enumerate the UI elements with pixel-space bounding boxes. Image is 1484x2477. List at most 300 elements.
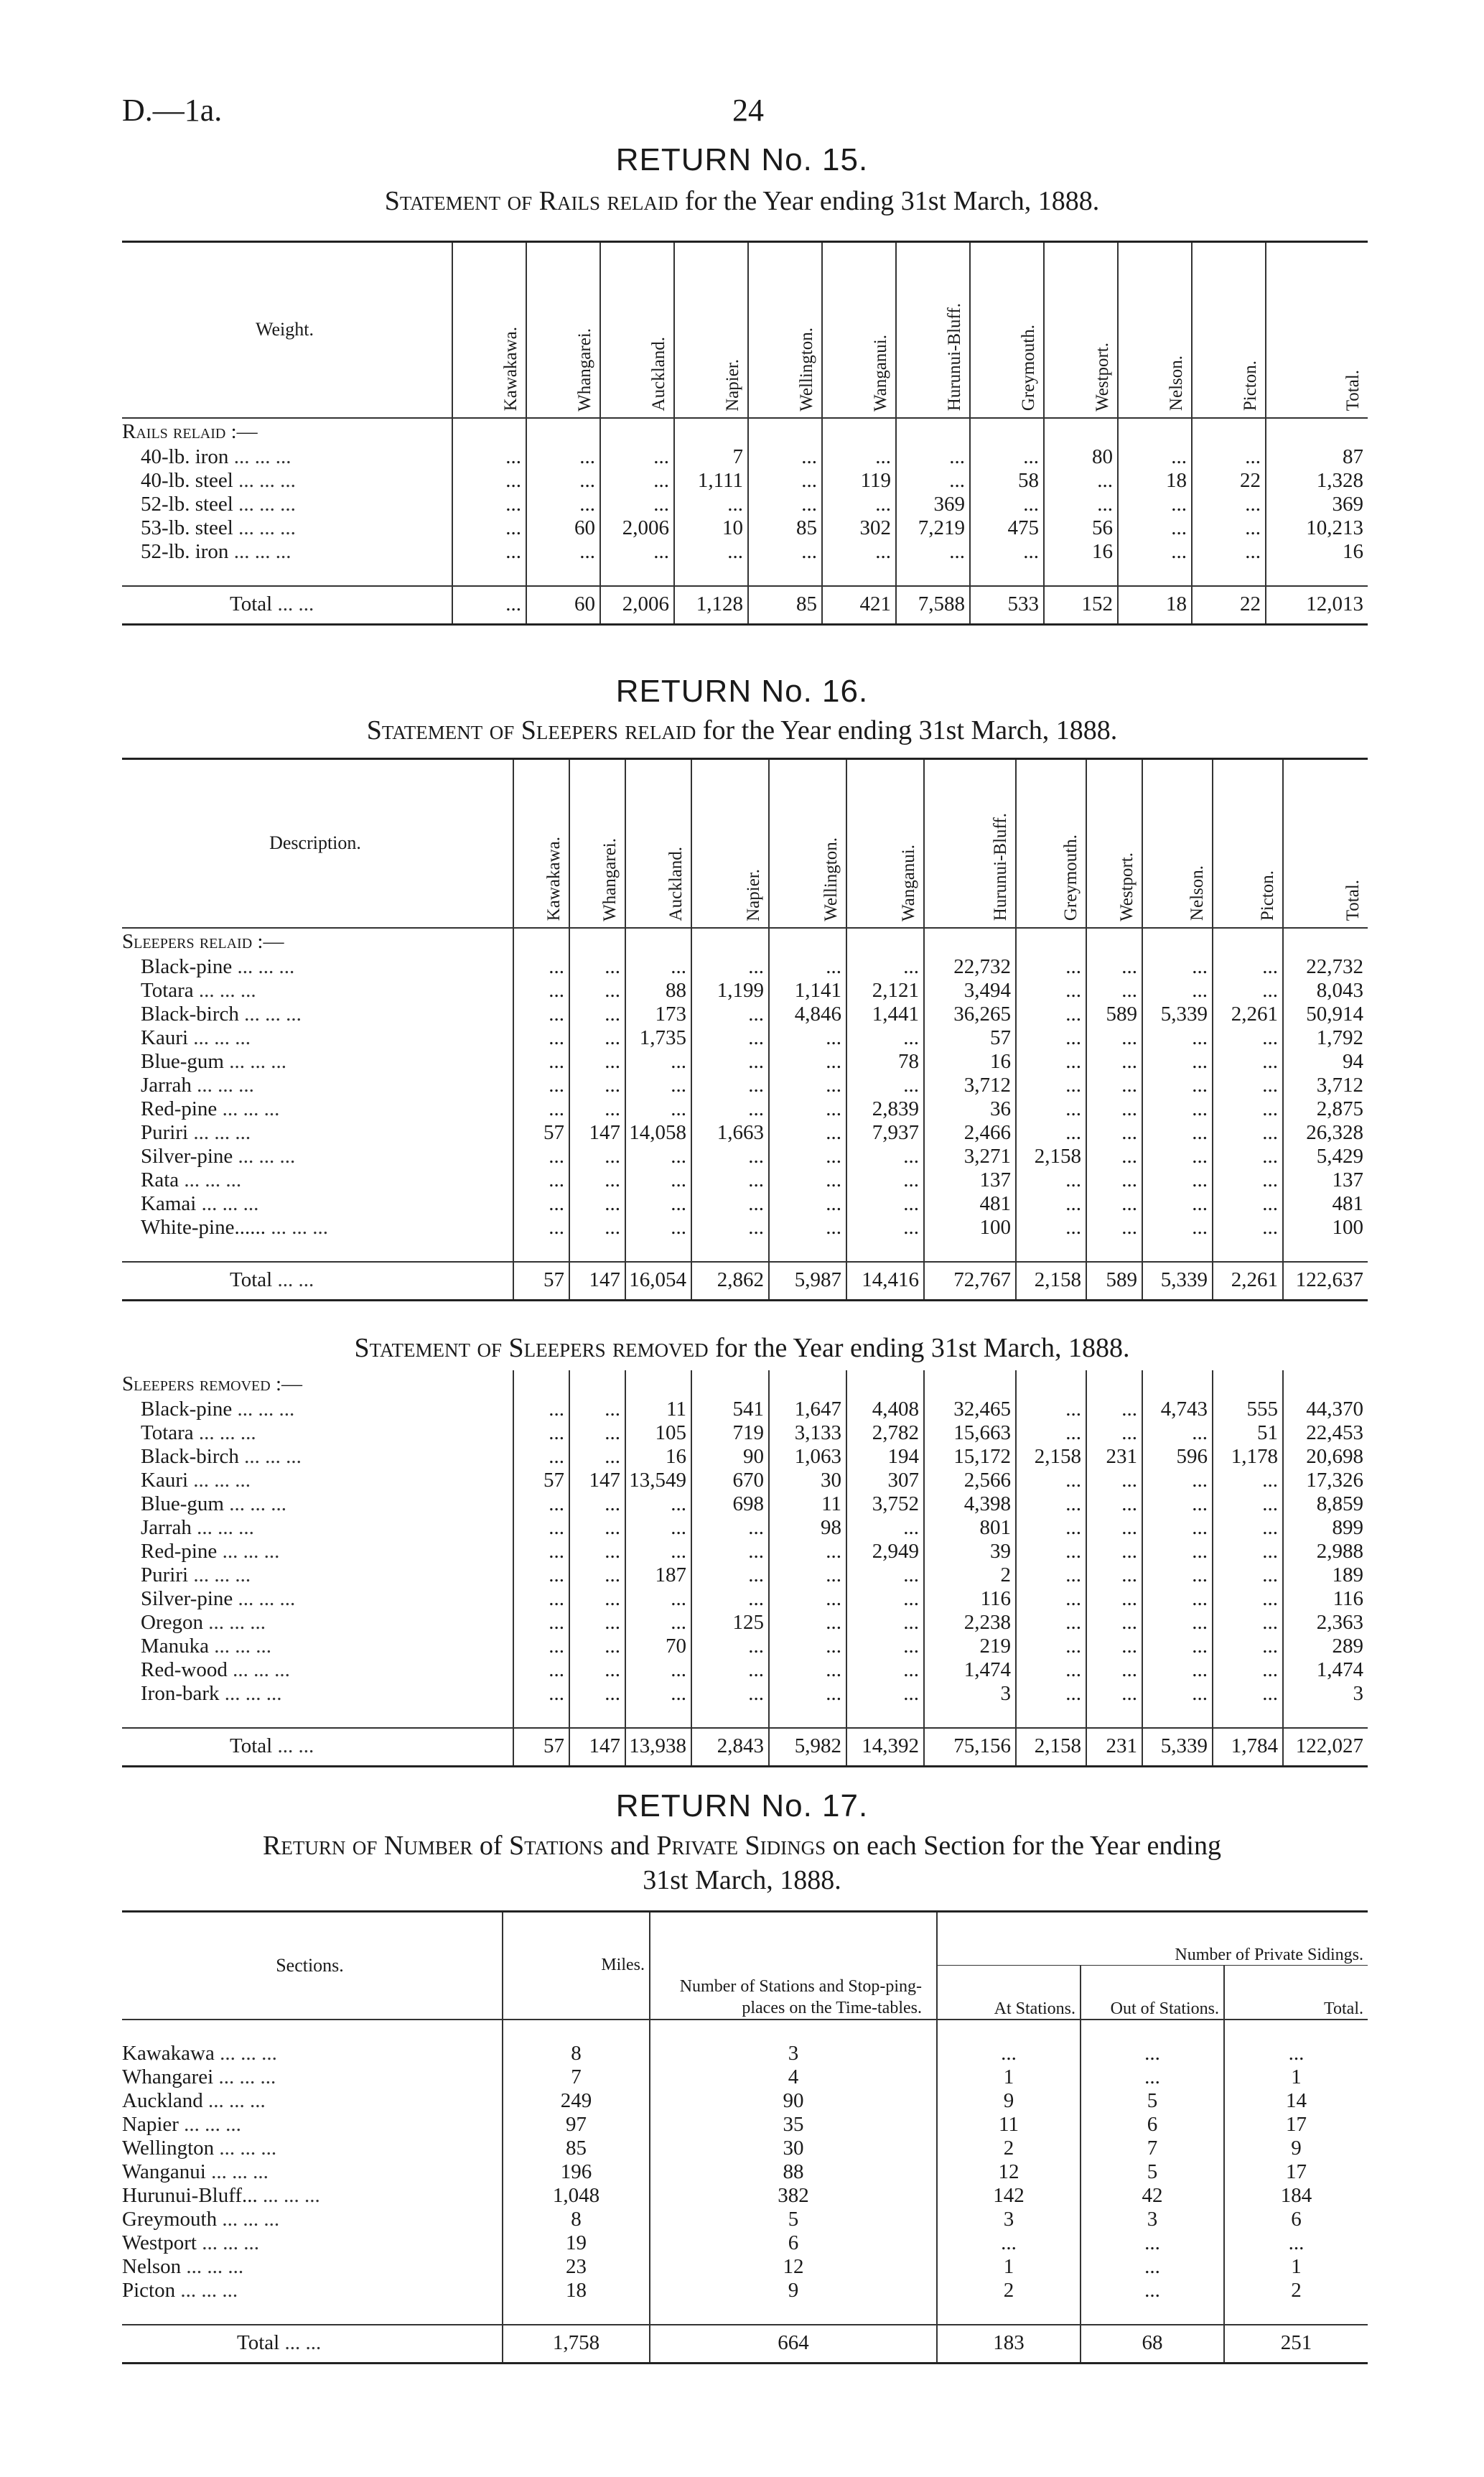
cell: ... xyxy=(1016,1611,1086,1635)
out-stations-cell: 6 xyxy=(1081,2113,1224,2137)
cell: ... xyxy=(691,1074,769,1097)
cell: ... xyxy=(822,445,896,469)
cell: ... xyxy=(1213,1145,1283,1168)
cell: ... xyxy=(1142,1074,1213,1097)
cell: ... xyxy=(1016,1003,1086,1026)
cell xyxy=(1086,1240,1142,1262)
cell: ... xyxy=(569,1097,625,1121)
cell xyxy=(526,564,600,586)
cell: 596 xyxy=(1142,1445,1213,1469)
stations-header: Number of Stations and Stop-ping-places on the Time-tables. xyxy=(650,1912,937,2020)
table-row xyxy=(122,2137,1368,2160)
cell: 16 xyxy=(625,1445,691,1469)
cell: ... xyxy=(513,1145,569,1168)
total-cell: 5,339 xyxy=(1142,1728,1213,1767)
cell xyxy=(569,928,625,955)
cell: ... xyxy=(1086,1587,1142,1611)
cell xyxy=(513,1370,569,1398)
cell: ... xyxy=(1086,1635,1142,1658)
cell xyxy=(600,564,674,586)
section-label xyxy=(122,2184,503,2208)
cell: ... xyxy=(1086,1121,1142,1145)
cell: ... xyxy=(1142,1587,1213,1611)
cell: ... xyxy=(569,1074,625,1097)
cell xyxy=(924,928,1016,955)
row-label xyxy=(122,469,452,493)
table-row xyxy=(122,1421,1368,1445)
out-stations-cell: 42 xyxy=(1081,2184,1224,2208)
leader-dots: ... ... xyxy=(272,1734,314,1757)
table-row xyxy=(122,955,1368,979)
cell: ... xyxy=(526,469,600,493)
cell xyxy=(569,1370,625,1398)
stations-cell: 5 xyxy=(650,2208,937,2231)
cell: ... xyxy=(691,1168,769,1192)
cell: ... xyxy=(625,1611,691,1635)
cell: ... xyxy=(691,1097,769,1121)
cell: ... xyxy=(1142,1145,1213,1168)
total-sidings-cell: 14 xyxy=(1224,2089,1368,2113)
statement-subject: Sleepers relaid xyxy=(521,715,696,745)
stations-sidings-table xyxy=(122,1910,1368,2364)
table-row xyxy=(122,1469,1368,1492)
cell: 10,213 xyxy=(1266,516,1368,540)
column-header xyxy=(691,759,769,928)
row-label xyxy=(122,1587,513,1611)
cell: 80 xyxy=(1044,445,1118,469)
total-cell: 122,637 xyxy=(1283,1262,1368,1301)
cell: ... xyxy=(569,1421,625,1445)
column-header-label: Wanganui. xyxy=(899,844,918,921)
leader-dots: ... ... ... xyxy=(188,1120,251,1144)
cell xyxy=(769,928,846,955)
at-stations-cell: 1 xyxy=(937,2065,1081,2089)
cell: ... xyxy=(691,1563,769,1587)
return-16-title: RETURN No. 16. xyxy=(615,674,869,709)
cell: ... xyxy=(970,540,1044,564)
spacer-row xyxy=(122,2302,1368,2325)
row-label xyxy=(122,445,452,469)
group-row xyxy=(122,1370,1368,1398)
table-row xyxy=(122,2065,1368,2089)
cell: ... xyxy=(625,955,691,979)
total-cell: 14,416 xyxy=(846,1262,924,1301)
column-header xyxy=(1266,242,1368,418)
cell: 70 xyxy=(625,1635,691,1658)
leader-dots: ... ... ... xyxy=(238,1002,302,1026)
cell: ... xyxy=(748,469,822,493)
cell: ... xyxy=(1192,516,1266,540)
cell: ... xyxy=(513,1445,569,1469)
table-row xyxy=(122,1003,1368,1026)
total-cell: 85 xyxy=(748,586,822,625)
cell xyxy=(122,564,452,586)
cell: ... xyxy=(1118,445,1192,469)
cell: ... xyxy=(691,1192,769,1216)
cell: 3,712 xyxy=(1283,1074,1368,1097)
cell: 57 xyxy=(924,1026,1016,1050)
leader-dots: ... ... ... xyxy=(178,2112,241,2136)
column-header-label: Hurunui-Bluff. xyxy=(945,303,964,412)
cell: ... xyxy=(691,1635,769,1658)
row-label-text: Kauri xyxy=(141,1469,189,1492)
total-sidings-cell: 1 xyxy=(1224,2065,1368,2089)
cell: 1,328 xyxy=(1266,469,1368,493)
cell: ... xyxy=(569,1050,625,1074)
cell: ... xyxy=(846,1635,924,1658)
cell: ... xyxy=(1086,1050,1142,1074)
cell: ... xyxy=(1086,1658,1142,1682)
leader-dots: ... ... ... xyxy=(228,445,291,468)
cell: ... xyxy=(769,1168,846,1192)
cell: ... xyxy=(846,1587,924,1611)
total-cell: 122,027 xyxy=(1283,1728,1368,1767)
cell: ... xyxy=(1142,1611,1213,1635)
row-label-text: Red-wood xyxy=(141,1658,228,1681)
cell: ... xyxy=(1086,1026,1142,1050)
section-label xyxy=(122,2160,503,2184)
miles-cell: 18 xyxy=(503,2279,650,2302)
total-label-text: Total xyxy=(230,592,273,615)
cell xyxy=(846,1240,924,1262)
statement-suffix: for the Year ending 31st March, 1888. xyxy=(678,186,1100,216)
return-16-statement xyxy=(0,715,1484,746)
out-of-stations-header: Out of Stations. xyxy=(1081,1966,1224,2020)
total-row xyxy=(122,1728,1368,1767)
row-label xyxy=(122,1074,513,1097)
cell: ... xyxy=(1213,1050,1283,1074)
cell: 26,328 xyxy=(1283,1121,1368,1145)
leader-dots: ... ... ... xyxy=(213,2065,276,2088)
total-label xyxy=(122,586,452,625)
cell: ... xyxy=(769,1097,846,1121)
cell xyxy=(1016,1240,1086,1262)
return-17-statement-date: 31st March, 1888. xyxy=(643,1865,841,1895)
cell: ... xyxy=(691,1658,769,1682)
cell: ... xyxy=(1213,1097,1283,1121)
cell: ... xyxy=(513,1516,569,1540)
cell: 18 xyxy=(1118,469,1192,493)
cell: ... xyxy=(1142,1026,1213,1050)
cell xyxy=(1044,418,1118,445)
cell: ... xyxy=(1118,516,1192,540)
cell: 307 xyxy=(846,1469,924,1492)
section-name: Kawakawa xyxy=(122,2041,215,2065)
leader-dots: ... ... ... xyxy=(224,1049,286,1073)
cell: ... xyxy=(1192,445,1266,469)
cell xyxy=(1192,418,1266,445)
at-stations-cell: ... xyxy=(937,2231,1081,2255)
cell: ... xyxy=(600,445,674,469)
leader-dots: ... ... ... xyxy=(257,2183,320,2207)
column-header-label: Auckland. xyxy=(649,337,668,412)
cell: ... xyxy=(1086,955,1142,979)
cell xyxy=(822,418,896,445)
column-header-label: Greymouth. xyxy=(1061,835,1081,921)
stations-cell: 3 xyxy=(650,2042,937,2065)
cell: ... xyxy=(1118,493,1192,516)
table-row xyxy=(122,493,1368,516)
cell: ... xyxy=(625,1192,691,1216)
miles-cell: 249 xyxy=(503,2089,650,2113)
cell: ... xyxy=(1044,469,1118,493)
cell: 90 xyxy=(691,1445,769,1469)
cell: 32,465 xyxy=(924,1398,1016,1421)
column-header-label: Nelson. xyxy=(1167,355,1186,412)
cell: 1,141 xyxy=(769,979,846,1003)
cell: 16 xyxy=(1266,540,1368,564)
section-name: Wellington xyxy=(122,2136,215,2160)
row-label xyxy=(122,1611,513,1635)
cell xyxy=(1213,1706,1283,1728)
out-stations-cell: ... xyxy=(1081,2231,1224,2255)
statement-part: on each Section for the Year ending xyxy=(826,1831,1221,1861)
section-name: Nelson xyxy=(122,2254,182,2278)
table-row xyxy=(122,1121,1368,1145)
cell: 2,121 xyxy=(846,979,924,1003)
cell: ... xyxy=(526,493,600,516)
cell: ... xyxy=(569,1026,625,1050)
cell xyxy=(822,564,896,586)
cell: ... xyxy=(1016,1050,1086,1074)
row-label-text: Black-pine xyxy=(141,954,233,978)
cell: 57 xyxy=(513,1469,569,1492)
cell: ... xyxy=(846,1026,924,1050)
column-header xyxy=(896,242,970,418)
leader-dots: ... ... ... xyxy=(233,492,296,516)
leader-dots: ... ... ... xyxy=(217,2207,280,2231)
cell: ... xyxy=(1016,1658,1086,1682)
cell: ... xyxy=(513,1398,569,1421)
column-header xyxy=(526,242,600,418)
cell xyxy=(1086,1706,1142,1728)
leader-dots: ... ... ... xyxy=(219,1682,282,1705)
cell xyxy=(1142,928,1213,955)
cell: ... xyxy=(769,1074,846,1097)
cell: ... xyxy=(1016,1635,1086,1658)
cell: 4,398 xyxy=(924,1492,1016,1516)
leader-dots: ... ... ... xyxy=(205,2160,269,2183)
cell: 1,647 xyxy=(769,1398,846,1421)
cell: 187 xyxy=(625,1563,691,1587)
cell: ... xyxy=(769,1216,846,1240)
total-label xyxy=(122,1728,513,1767)
cell: 8,859 xyxy=(1283,1492,1368,1516)
cell xyxy=(924,1240,1016,1262)
total-cell: 421 xyxy=(822,586,896,625)
total-sidings-cell: 6 xyxy=(1224,2208,1368,2231)
cell: ... xyxy=(846,1611,924,1635)
leader-dots: ... ... ... xyxy=(196,2231,259,2254)
cell xyxy=(1213,1370,1283,1398)
row-label xyxy=(122,979,513,1003)
cell: ... xyxy=(1016,1121,1086,1145)
cell: ... xyxy=(748,445,822,469)
cell: ... xyxy=(569,1003,625,1026)
row-label-text: Iron-bark xyxy=(141,1682,220,1705)
total-row xyxy=(122,2325,1368,2364)
cell xyxy=(769,1706,846,1728)
sections-header: Sections. xyxy=(122,1912,503,2020)
total-cell: 1,128 xyxy=(674,586,748,625)
table-row xyxy=(122,540,1368,564)
cell xyxy=(691,1370,769,1398)
cell: ... xyxy=(1086,1398,1142,1421)
stations-cell: 35 xyxy=(650,2113,937,2137)
cell: ... xyxy=(1086,1563,1142,1587)
cell: ... xyxy=(769,1682,846,1706)
description-header: Description. xyxy=(122,759,513,928)
cell: ... xyxy=(1142,1682,1213,1706)
miles-cell: 8 xyxy=(503,2208,650,2231)
cell xyxy=(503,2020,650,2042)
column-header xyxy=(1118,242,1192,418)
column-header xyxy=(1142,759,1213,928)
cell: ... xyxy=(846,955,924,979)
cell: ... xyxy=(1142,1492,1213,1516)
cell xyxy=(896,564,970,586)
stations-cell: 90 xyxy=(650,2089,937,2113)
section-name: Wanganui xyxy=(122,2160,206,2183)
cell: ... xyxy=(769,1121,846,1145)
table-row xyxy=(122,979,1368,1003)
cell: 589 xyxy=(1086,1003,1142,1026)
cell: ... xyxy=(569,1145,625,1168)
row-label xyxy=(122,1469,513,1492)
cell: ... xyxy=(1213,1121,1283,1145)
column-header xyxy=(1283,759,1368,928)
cell: ... xyxy=(569,1611,625,1635)
cell: ... xyxy=(1086,1097,1142,1121)
section-label xyxy=(122,2065,503,2089)
cell: 302 xyxy=(822,516,896,540)
cell: 481 xyxy=(924,1192,1016,1216)
cell: ... xyxy=(1016,1682,1086,1706)
statement-suffix: for the Year ending 31st March, 1888. xyxy=(708,1333,1130,1363)
cell xyxy=(896,418,970,445)
at-stations-cell: 3 xyxy=(937,2208,1081,2231)
total-sidings-cell: 17 xyxy=(1224,2160,1368,2184)
row-label xyxy=(122,1398,513,1421)
cell: ... xyxy=(513,955,569,979)
cell: 1,063 xyxy=(769,1445,846,1469)
column-header-label: Total. xyxy=(1343,370,1363,412)
cell: ... xyxy=(1016,1421,1086,1445)
weight-header: Weight. xyxy=(122,242,452,418)
leader-dots: ... ... ... xyxy=(191,1516,254,1539)
table-row xyxy=(122,2089,1368,2113)
cell: 2,566 xyxy=(924,1469,1016,1492)
cell xyxy=(674,564,748,586)
column-header-label: Kawakawa. xyxy=(544,837,564,921)
total-sidings-cell: 9 xyxy=(1224,2137,1368,2160)
cell: 5,339 xyxy=(1142,1003,1213,1026)
leader-dots: ... ... ... xyxy=(188,1563,251,1586)
leader-dots: ... ... ... xyxy=(233,1587,296,1610)
row-label-text: 40-lb. steel xyxy=(141,468,233,492)
cell xyxy=(970,418,1044,445)
cell: 125 xyxy=(691,1611,769,1635)
leader-dots: ... ... ... xyxy=(175,2278,238,2302)
at-stations-cell: 9 xyxy=(937,2089,1081,2113)
cell: 719 xyxy=(691,1421,769,1445)
cell xyxy=(452,564,526,586)
cell: ... xyxy=(896,540,970,564)
cell: ... xyxy=(691,1050,769,1074)
stations-cell: 12 xyxy=(650,2255,937,2279)
cell: 231 xyxy=(1086,1445,1142,1469)
cell xyxy=(748,418,822,445)
cell: ... xyxy=(769,1635,846,1658)
cell: ... xyxy=(1213,1658,1283,1682)
row-label xyxy=(122,1050,513,1074)
leader-dots: ... ... ... xyxy=(233,1144,296,1168)
stations-total: 664 xyxy=(650,2325,937,2364)
section-name: Hurunui-Bluff... xyxy=(122,2183,258,2207)
return-15-title: RETURN No. 15. xyxy=(615,142,869,177)
leader-dots: ... ... ... xyxy=(202,2088,266,2112)
cell xyxy=(625,1706,691,1728)
cell: ... xyxy=(513,1635,569,1658)
row-label xyxy=(122,1635,513,1658)
table-row xyxy=(122,1682,1368,1706)
cell: 11 xyxy=(625,1398,691,1421)
section-label xyxy=(122,2042,503,2065)
cell xyxy=(1142,1370,1213,1398)
statement-prefix: Statement of xyxy=(384,186,539,216)
cell xyxy=(937,2302,1081,2325)
total-label-text: Total xyxy=(237,2330,280,2354)
cell: ... xyxy=(1086,1192,1142,1216)
cell: ... xyxy=(513,1097,569,1121)
column-header xyxy=(674,242,748,418)
page-reference: D.—1a. xyxy=(122,93,223,128)
row-label-text: Red-pine xyxy=(141,1097,218,1120)
at-stations-cell: 12 xyxy=(937,2160,1081,2184)
row-label xyxy=(122,1492,513,1516)
table-row xyxy=(122,1658,1368,1682)
cell: 14,058 xyxy=(625,1121,691,1145)
cell xyxy=(924,1370,1016,1398)
cell: 10 xyxy=(674,516,748,540)
cell: ... xyxy=(769,1658,846,1682)
row-label-text: Jarrah xyxy=(141,1073,192,1097)
column-header-label: Wellington. xyxy=(797,327,816,412)
cell: 2,839 xyxy=(846,1097,924,1121)
cell: ... xyxy=(1016,1074,1086,1097)
cell: 2,949 xyxy=(846,1540,924,1563)
total-cell: 589 xyxy=(1086,1262,1142,1301)
total-cell: 16,054 xyxy=(625,1262,691,1301)
column-header-label: Westport. xyxy=(1117,852,1137,921)
cell xyxy=(1086,928,1142,955)
cell: 7 xyxy=(674,445,748,469)
cell: ... xyxy=(1142,1216,1213,1240)
section-label xyxy=(122,2231,503,2255)
cell: 98 xyxy=(769,1516,846,1540)
cell: ... xyxy=(513,1026,569,1050)
cell: 2,158 xyxy=(1016,1445,1086,1469)
row-label xyxy=(122,1003,513,1026)
cell xyxy=(1224,2302,1368,2325)
cell: ... xyxy=(569,1398,625,1421)
total-sidings-cell: 2 xyxy=(1224,2279,1368,2302)
out-stations-cell: 3 xyxy=(1081,2208,1224,2231)
cell: ... xyxy=(1016,1540,1086,1563)
row-label-text: 52-lb. iron xyxy=(141,539,229,563)
cell: ... xyxy=(1142,1635,1213,1658)
row-label xyxy=(122,1145,513,1168)
